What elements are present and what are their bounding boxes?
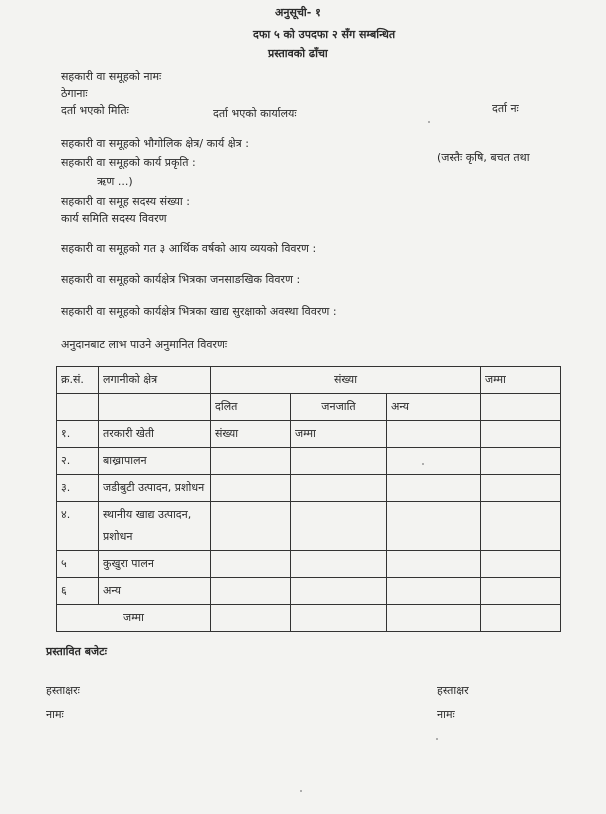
col-sector-header: लगानीको क्षेत्र xyxy=(99,367,211,394)
row-sector: स्थानीय खाद्य उत्पादन, प्रशोधन xyxy=(99,502,211,551)
row-sector: अन्य xyxy=(99,578,211,605)
speck xyxy=(428,121,430,123)
name-left-label: नामः xyxy=(46,708,64,721)
annex-title: अनुसूची- १ xyxy=(275,6,321,19)
speck xyxy=(422,463,424,465)
row-sector: जडीबुटी उत्पादन, प्रशोधन xyxy=(99,475,211,502)
field-work-nature-example: (जस्तैः कृषि, बचत तथा xyxy=(437,151,530,164)
row-sector: कुखुरा पालन xyxy=(99,551,211,578)
field-grant-benefit: अनुदानबाट लाभ पाउने अनुमानित विवरणः xyxy=(61,338,228,351)
row-sn: ४. xyxy=(57,502,99,551)
field-demographic: सहकारी वा समूहको कार्यक्षेत्र भित्रका जनसाङखिक विवरण : xyxy=(61,273,301,286)
grant-table xyxy=(56,366,561,632)
field-food-security: सहकारी वा समूहको कार्यक्षेत्र भित्रका खाद्य सुरक्षाको अवस्था विवरण : xyxy=(61,305,337,318)
sub-other: अन्य xyxy=(387,394,481,421)
field-reg-no: दर्ता नः xyxy=(492,102,519,115)
table-total-row xyxy=(57,605,561,632)
field-work-nature: सहकारी वा समूहको कार्य प्रकृति : xyxy=(61,156,196,169)
sub-janajati: जनजाति xyxy=(291,394,387,421)
field-name: सहकारी वा समूहको नामः xyxy=(61,70,162,83)
field-geo-area: सहकारी वा समूहको भौगोलिक क्षेत्र/ कार्य क्षेत्र : xyxy=(61,137,249,150)
table-row xyxy=(57,551,561,578)
row-sn: १. xyxy=(57,421,99,448)
field-work-nature-example-cont: ऋण ...) xyxy=(97,175,133,188)
col-total-header: जम्मा xyxy=(481,367,561,394)
field-income-expense: सहकारी वा समूहको गत ३ आर्थिक वर्षको आय व्ययको विवरण : xyxy=(61,242,317,255)
table-subheader-row xyxy=(57,394,561,421)
table-row xyxy=(57,421,561,448)
field-member-count: सहकारी वा समूह सदस्य संख्या : xyxy=(61,195,190,208)
col-count-header: संख्या xyxy=(211,367,481,394)
field-reg-office: दर्ता भएको कार्यालयः xyxy=(213,107,297,120)
col-sn-header: क्र.सं. xyxy=(57,367,99,394)
budget-label: प्रस्तावित बजेटः xyxy=(46,645,107,658)
row-sn: २. xyxy=(57,448,99,475)
speck xyxy=(436,738,438,740)
row-sn: ६ xyxy=(57,578,99,605)
sub-dalit: दलित xyxy=(211,394,291,421)
form-title: प्रस्तावको ढाँचा xyxy=(268,47,328,60)
annex-subtitle: दफा ५ को उपदफा २ सँग सम्बन्धित xyxy=(253,28,396,41)
table-row xyxy=(57,448,561,475)
row1-sub-total: जम्मा xyxy=(291,421,387,448)
field-committee: कार्य समिति सदस्य विवरण xyxy=(61,212,167,225)
table-row xyxy=(57,578,561,605)
speck xyxy=(300,790,302,792)
field-address: ठेगानाः xyxy=(61,87,88,100)
table-row xyxy=(57,502,561,551)
row1-sub-count: संख्या xyxy=(211,421,291,448)
table-row xyxy=(57,475,561,502)
row-sn: ५ xyxy=(57,551,99,578)
sign-right-label: हस्ताक्षर xyxy=(437,684,469,697)
row-sector: बाख्रापालन xyxy=(99,448,211,475)
name-right-label: नामः xyxy=(437,708,455,721)
footer-total-label: जम्मा xyxy=(57,605,211,632)
table-header-row xyxy=(57,367,561,394)
row-sector: तरकारी खेती xyxy=(99,421,211,448)
field-reg-date: दर्ता भएको मितिः xyxy=(61,104,129,117)
row-sn: ३. xyxy=(57,475,99,502)
sign-left-label: हस्ताक्षरः xyxy=(46,684,80,697)
